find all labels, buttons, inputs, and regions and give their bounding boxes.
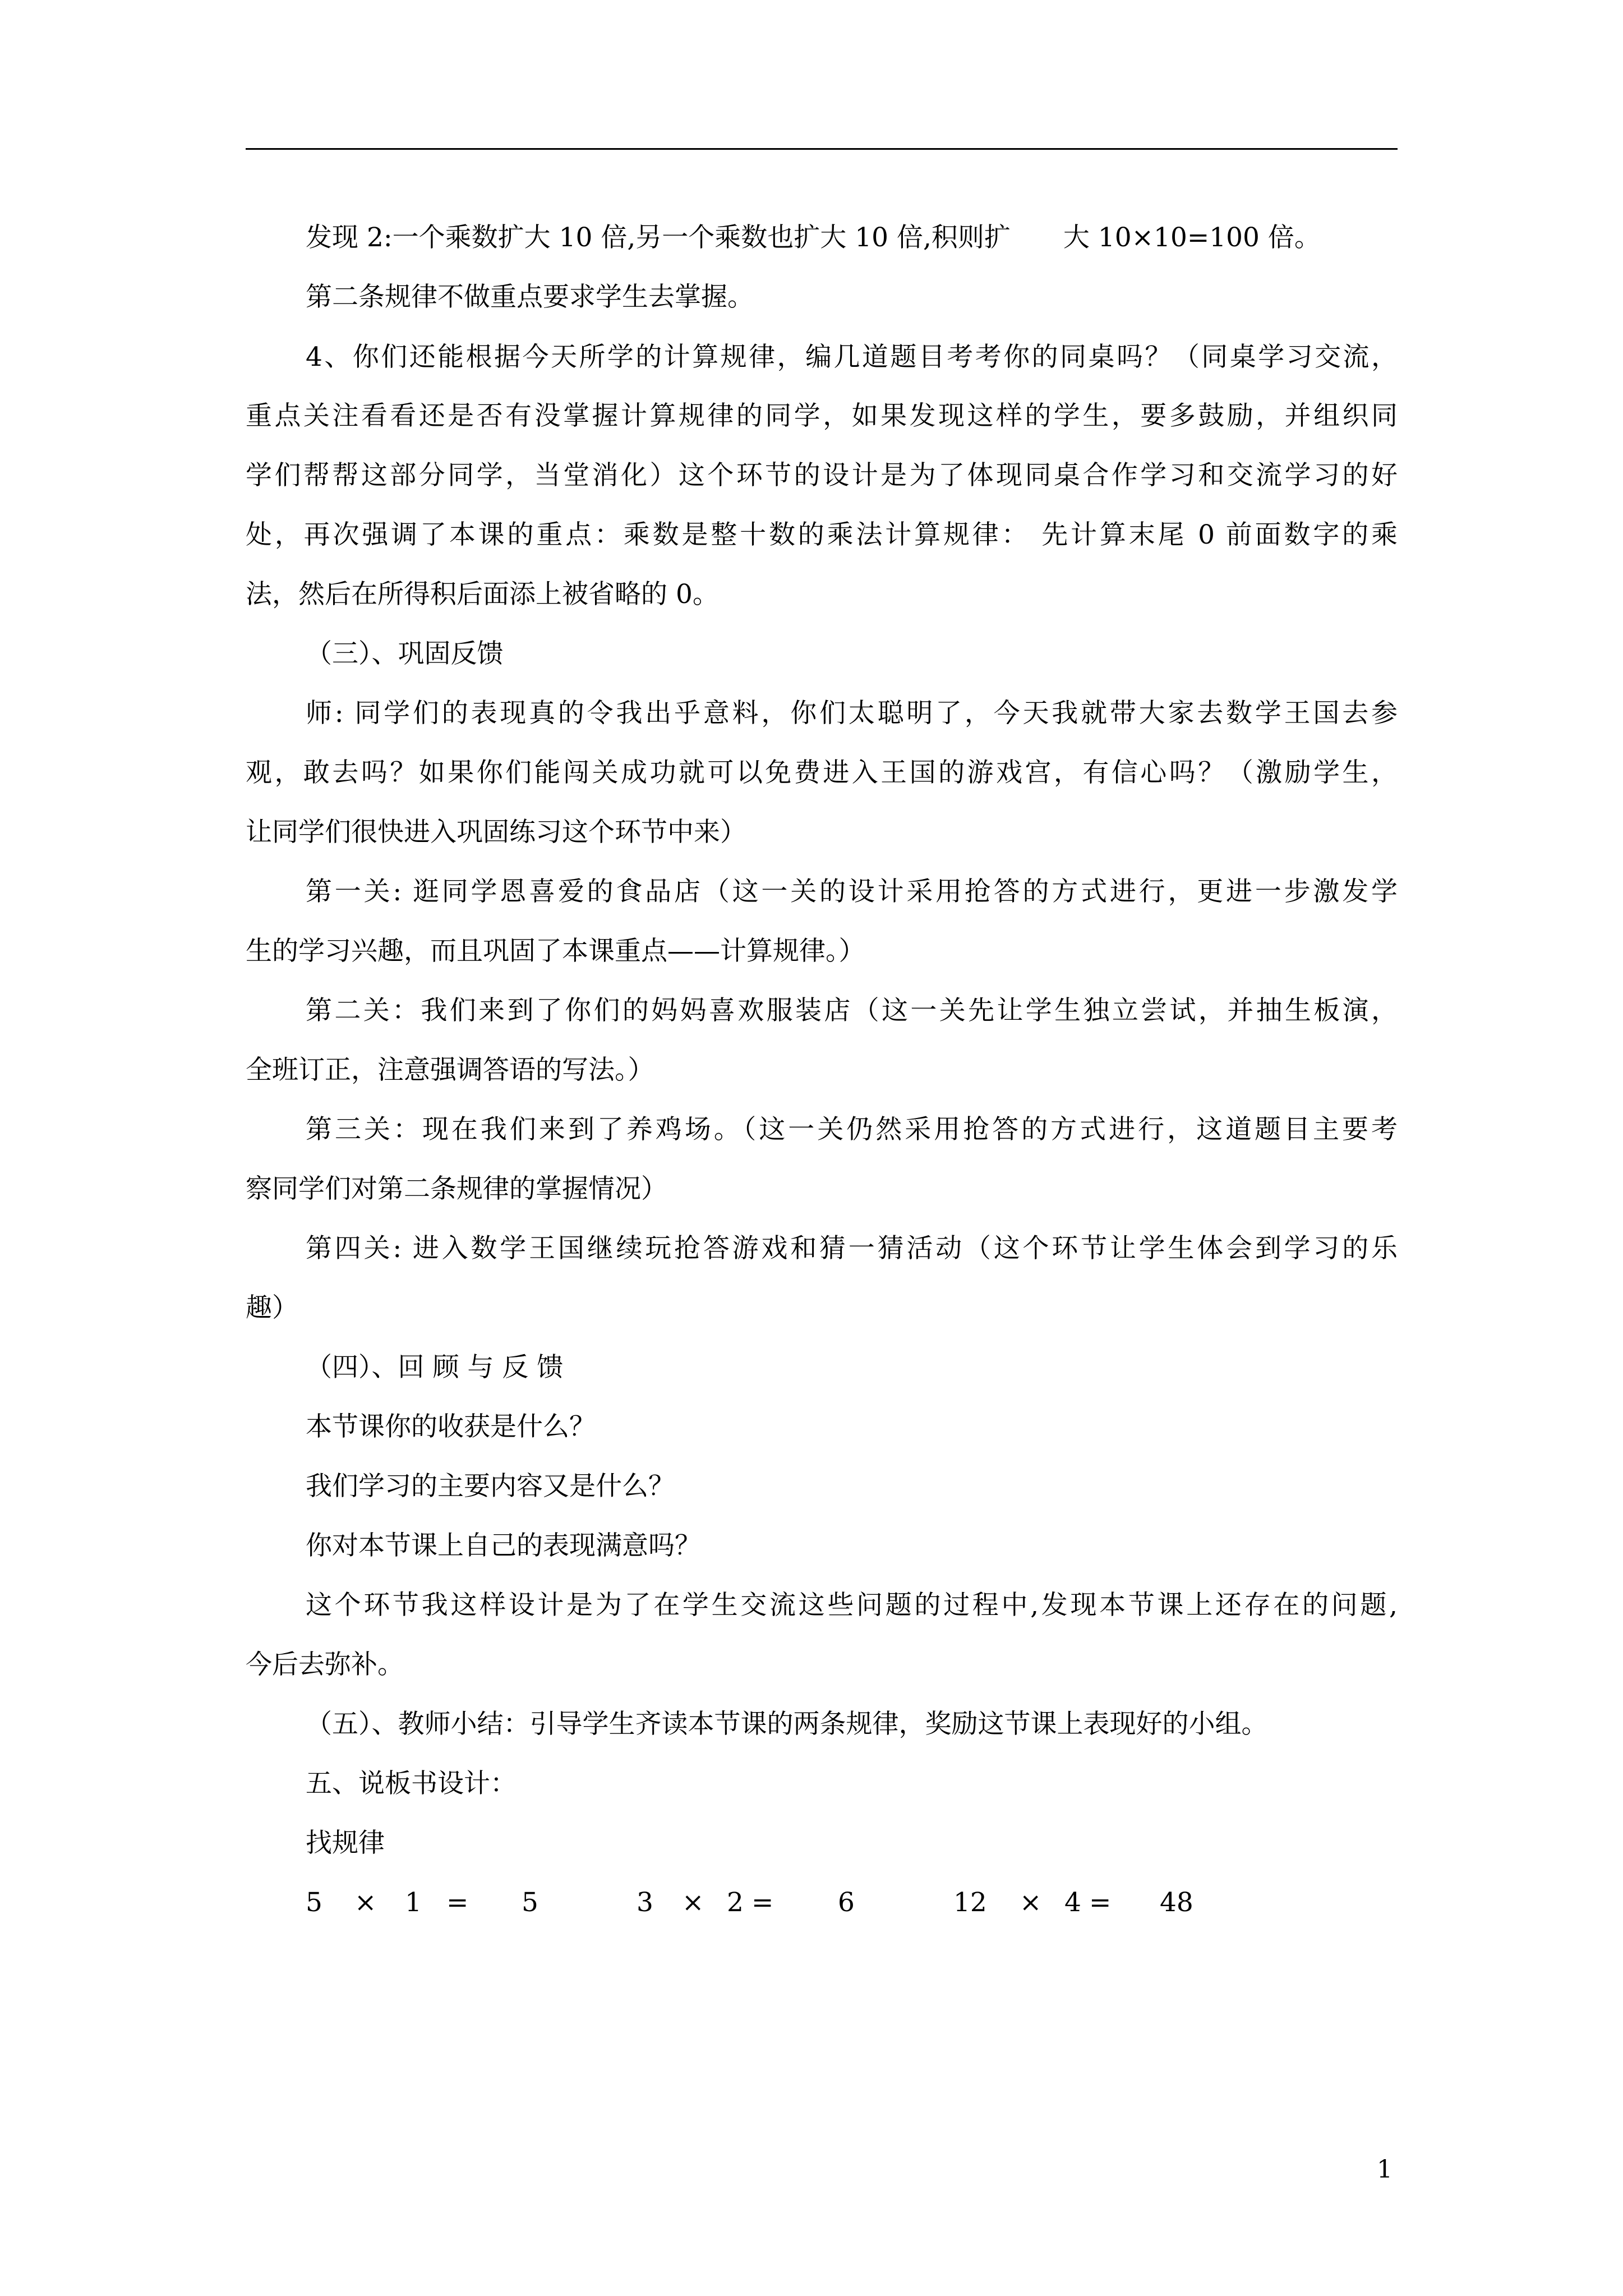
section-heading-5: （五）、教师小结：引导学生齐读本节课的两条规律，奖励这节课上表现好的小组。 [306, 1709, 1268, 1740]
equation-3-operand-b: 4 [1064, 1887, 1081, 1918]
equation-1-operator: × [354, 1887, 377, 1918]
paragraph-step-4-line-3: 学们帮帮这部分同学，当堂消化）这个环节的设计是为了体现同桌合作学习和交流学习的好 [246, 460, 1398, 491]
section-heading-board-design: 五、说板书设计： [306, 1768, 517, 1799]
equation-1-operand-a: 5 [306, 1887, 322, 1918]
equation-3-result: 48 [1160, 1887, 1193, 1918]
header-rule [246, 148, 1398, 150]
paragraph-rule-two-note: 第二条规律不做重点要求学生去掌握。 [306, 282, 754, 312]
page-number: 1 [1377, 2155, 1393, 2184]
board-title: 找规律 [306, 1828, 385, 1858]
paragraph-level-1-line-1: 第一关: 逛同学恩喜爱的食品店（这一关的设计采用抢答的方式进行，更进一步激发学 [306, 876, 1398, 907]
paragraph-design-line-2: 今后去弥补。 [246, 1649, 404, 1680]
question-2: 我们学习的主要内容又是什么？ [306, 1471, 675, 1502]
equation-1-equals: = [446, 1887, 469, 1918]
equation-2-result: 6 [838, 1887, 855, 1918]
paragraph-level-3-line-2: 察同学们对第二条规律的掌握情况） [246, 1174, 667, 1204]
paragraph-step-4-line-5: 法，然后在所得积后面添上被省略的 0。 [246, 579, 719, 610]
paragraph-level-2-line-2: 全班订正，注意强调答语的写法。） [246, 1055, 654, 1085]
paragraph-level-1-line-2: 生的学习兴趣，而且巩固了本课重点——计算规律。） [246, 936, 865, 967]
paragraph-design-line-1: 这个环节我这样设计是为了在学生交流这些问题的过程中,发现本节课上还存在的问题, [306, 1590, 1398, 1621]
paragraph-teacher-line-2: 观，敢去吗？如果你们能闯关成功就可以免费进入王国的游戏宫，有信心吗？（激励学生， [246, 757, 1398, 788]
paragraph-teacher-line-3: 让同学们很快进入巩固练习这个环节中来） [246, 817, 746, 848]
question-3: 你对本节课上自己的表现满意吗？ [306, 1530, 701, 1561]
equation-2-equals: = [751, 1887, 774, 1918]
paragraph-step-4-line-4: 处，再次强调了本课的重点：乘数是整十数的乘法计算规律： 先计算末尾 0 前面数字的乘 [246, 519, 1398, 550]
question-1: 本节课你的收获是什么？ [306, 1411, 596, 1442]
section-heading-3: （三）、巩固反馈 [306, 638, 504, 669]
equation-2-operand-b: 2 [727, 1887, 744, 1918]
paragraph-level-4-line-1: 第四关: 进入数学王国继续玩抢答游戏和猜一猜活动（这个环节让学生体会到学习的乐 [306, 1233, 1398, 1264]
paragraph-level-2-line-1: 第二关：我们来到了你们的妈妈喜欢服装店（这一关先让学生独立尝试，并抽生板演， [306, 995, 1398, 1026]
paragraph-step-4-line-2: 重点关注看看还是否有没掌握计算规律的同学，如果发现这样的学生，要多鼓励，并组织同 [246, 401, 1398, 431]
equation-1-result: 5 [522, 1887, 538, 1918]
equation-3-operand-a: 12 [953, 1887, 987, 1918]
paragraph-level-4-line-2: 趣） [246, 1292, 298, 1323]
paragraph-finding-2: 发现 2:一个乘数扩大 10 倍,另一个乘数也扩大 10 倍,积则扩 大 10×10=100 倍。 [306, 222, 1321, 253]
equation-3-operator: × [1020, 1887, 1042, 1918]
section-heading-4: （四）、回 顾 与 反 馈 [306, 1352, 564, 1383]
equation-1-operand-b: 1 [405, 1887, 422, 1918]
equation-2-operand-a: 3 [637, 1887, 653, 1918]
paragraph-step-4-line-1: 4、你们还能根据今天所学的计算规律，编几道题目考考你的同桌吗？（同桌学习交流， [306, 342, 1398, 372]
paragraph-teacher-line-1: 师: 同学们的表现真的令我出乎意料，你们太聪明了，今天我就带大家去数学王国去参 [306, 698, 1398, 729]
equation-3-equals: = [1089, 1887, 1112, 1918]
paragraph-level-3-line-1: 第三关：现在我们来到了养鸡场。（这一关仍然采用抢答的方式进行，这道题目主要考 [306, 1114, 1398, 1145]
equation-2-operator: × [682, 1887, 704, 1918]
